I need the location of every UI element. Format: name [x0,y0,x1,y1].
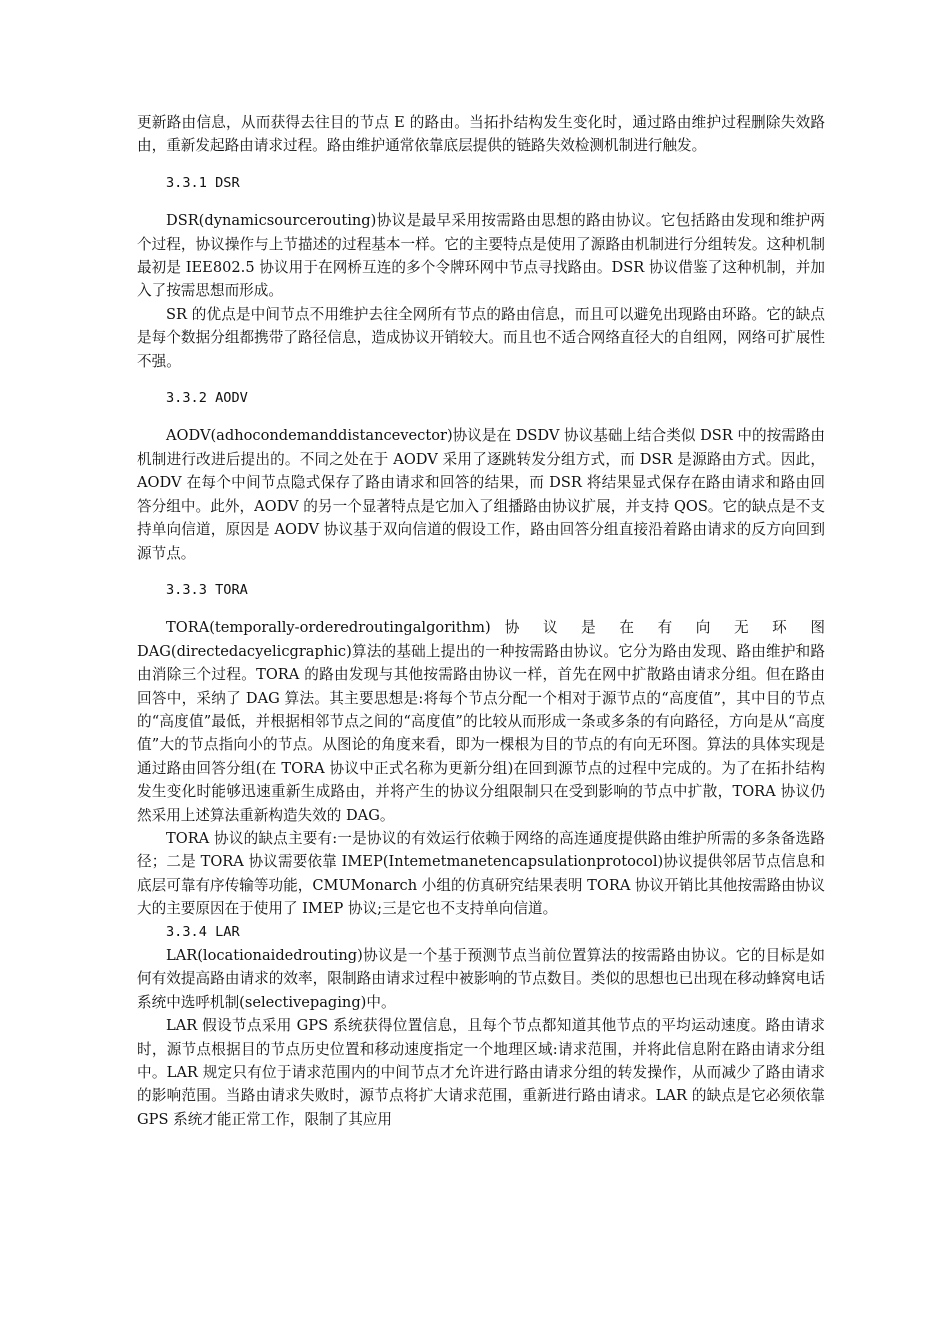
section-heading-lar: 3.3.4 LAR [166,923,240,940]
paragraph-aodv: AODV(adhocondemanddistancevector)协议是在 DSDV 协议基础上结合类似 DSR 中的按需路由机制进行改进后提出的。不同之处在于 AODV 采用了逐跳转发分组方式，而 DSR 是源路由方式。因此，AODV 在每个中间节点隐式保存了路由请求和回答的结果，而 DSR 将结果显式保存在路由请求和路由回答分组中。此外，AODV 的另一个显著特点是它加入了组播路由协议扩展，并支持 QOS。它的缺点是不支持单向信道，原因是 AODV 协议基于双向信道的假设工作，路由回答分组直接沿着路由请求的反方向回到源节点。 [137,427,825,562]
paragraph-dsr-intro: DSR(dynamicsourcerouting)协议是最早采用按需路由思想的路由协议。它包括路由发现和维护两个过程，协议操作与上节描述的过程基本一样。它的主要特点是使用了源路由机制进行分组转发。这种机制最初是 IEE802.5 协议用于在网桥互连的多个令牌环网中节点寻找路由。DSR 协议借鉴了这种机制，并加入了按需思想而形成。 [137,212,825,300]
section-heading-tora: 3.3.3 TORA [166,581,248,598]
paragraph-lar-intro: LAR(locationaidedrouting)协议是一个基于预测节点当前位置算法的按需路由协议。它的目标是如何有效提高路由请求的效率，限制路由请求过程中被影响的节点数目。类似的思想也已出现在移动蜂窝电话系统中选呼机制(selectivepaging)中。 [137,947,825,1011]
paragraph-tora-drawbacks: TORA 协议的缺点主要有:一是协议的有效运行依赖于网络的高连通度提供路由维护所需的多条备选路径；二是 TORA 协议需要依靠 IMEP(Intemetmanetencapsulationprotocol)协议提供邻居节点信息和底层可靠有序传输等功能，CMUMonarch 小组的仿真研究结果表明 TORA 协议开销比其他按需路由协议大的主要原因在于使用了 IMEP 协议;三是它也不支持单向信道。 [137,829,825,918]
paragraph-dsr-pros-cons: SR 的优点是中间节点不用维护去往全网所有节点的路由信息，而且可以避免出现路由环路。它的缺点是每个数据分组都携带了路径信息，造成协议开销较大。而且也不适合网络直径大的自组网，网络可扩展性不强。 [137,305,825,370]
paragraph-tora-first-line: TORA(temporally-orderedroutingalgorithm) 协 议 是 在 有 向 无 环 图 [166,619,825,637]
paragraph-tora-body: DAG(directedacyelicgraphic)算法的基础上提出的一种按需路由协议。它分为路由发现、路由维护和路由消除三个过程。TORA 的路由发现与其他按需路由协议一样，首先在网中扩散路由请求分组。但在路由回答中，采纳了 DAG 算法。其主要思想是:将每个节点分配一个相对于源节点的“高度值”，其中目的节点的“高度值”最低，并根据相邻节点之间的“高度值”的比较从而形成一条或多条的有向路径，方向是从“高度值”大的节点指向小的节点。从图论的角度来看，即为一棵根为目的节点的有向无环图。算法的具体实现是通过路由回答分组(在 TORA 协议中正式名称为更新分组)在回到源节点的过程中完成的。为了在拓扑结构发生变化时能够迅速重新生成路由，并将产生的协议分组限制只在受到影响的节点中扩散，TORA 协议仍然采用上述算法重新构造失效的 DAG。 [137,642,825,824]
section-heading-aodv: 3.3.2 AODV [166,390,248,407]
paragraph-route-maintenance: 更新路由信息，从而获得去往目的节点 E 的路由。当拓扑结构发生变化时，通过路由维护过程删除失效路由，重新发起路由请求过程。路由维护通常依靠底层提供的链路失效检测机制进行触发。 [137,114,825,155]
document-page [137,111,825,1131]
paragraph-lar-details: LAR 假设节点采用 GPS 系统获得位置信息，且每个节点都知道其他节点的平均运动速度。路由请求时，源节点根据目的节点历史位置和移动速度指定一个地理区域:请求范围，并将此信息附在路由请求分组中。LAR 规定只有位于请求范围内的中间节点才允许进行路由请求分组的转发操作，从而减少了路由请求的影响范围。当路由请求失败时，源节点将扩大请求范围，重新进行路由请求。LAR 的缺点是它必须依靠 GPS 系统才能正常工作，限制了其应用 [137,1017,825,1128]
section-heading-dsr: 3.3.1 DSR [166,174,240,191]
